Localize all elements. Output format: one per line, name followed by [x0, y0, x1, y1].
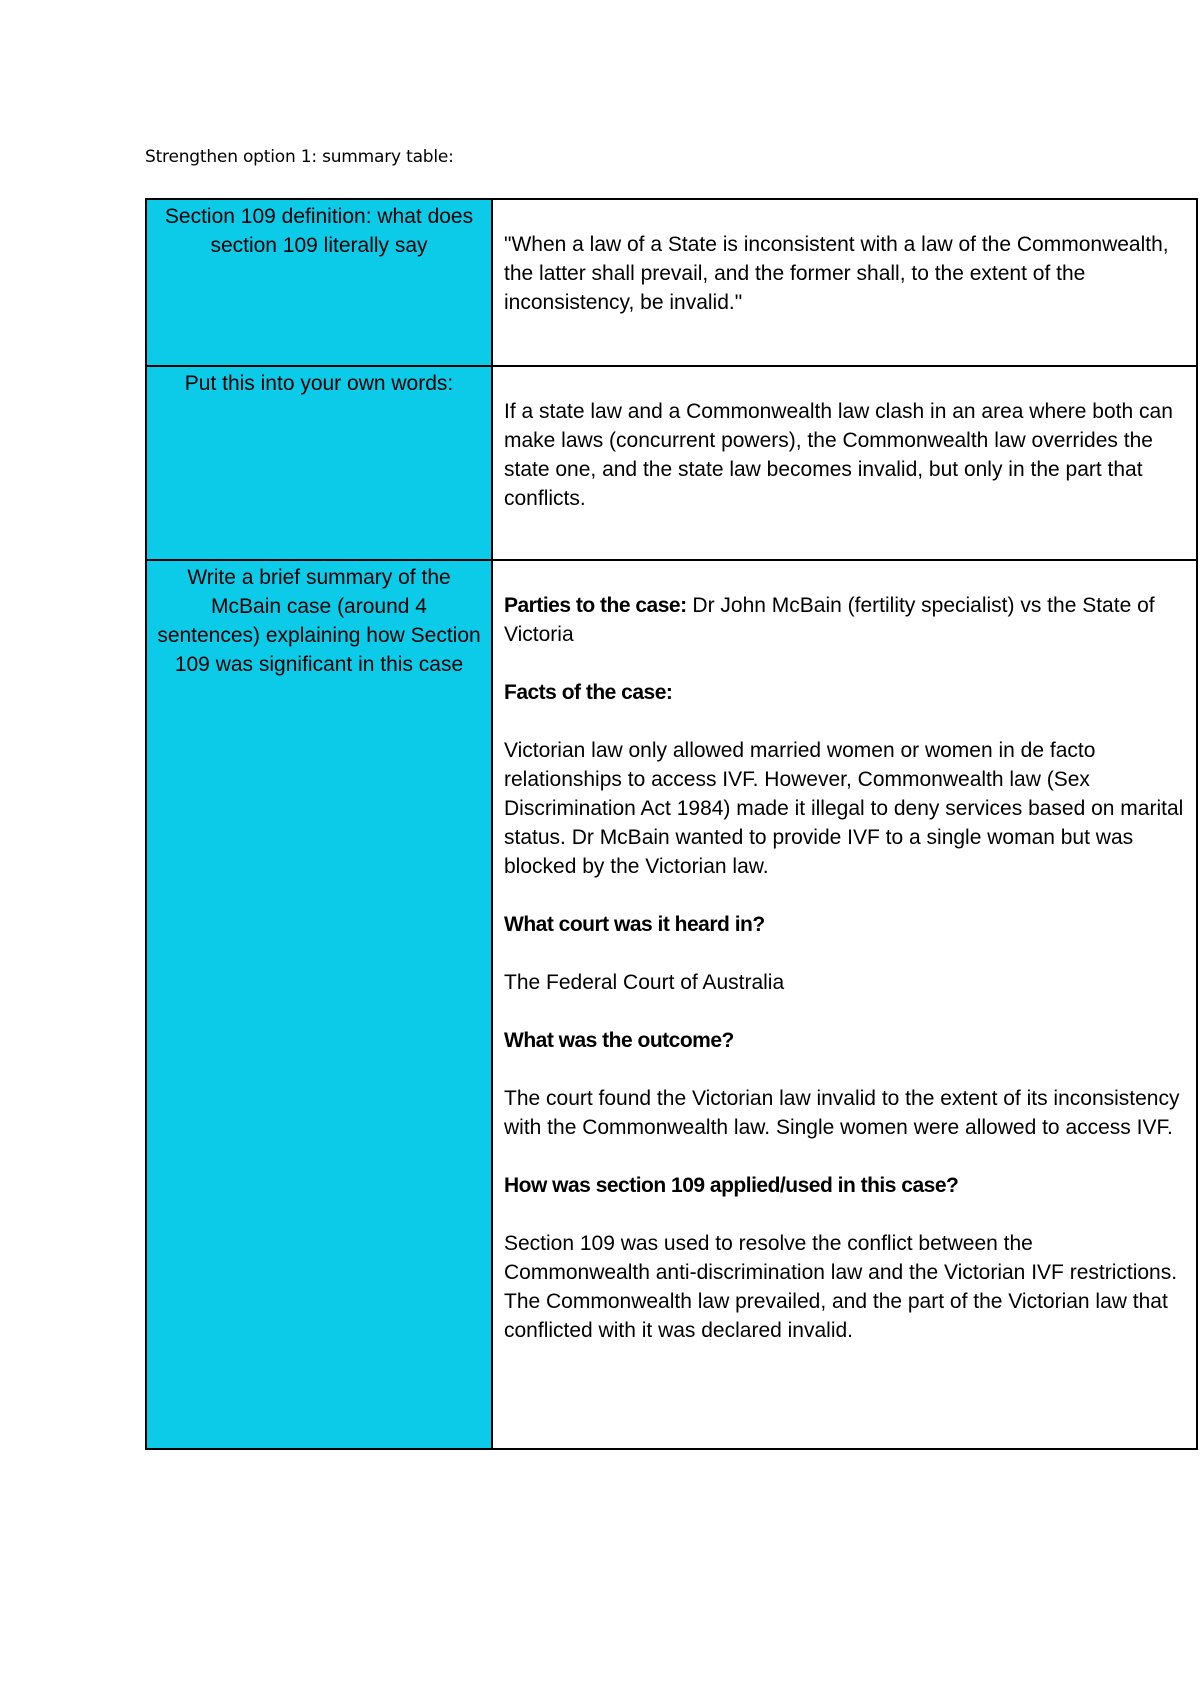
- parties-text: Dr John McBain (fertility specialist) vs the State of Victoria: [504, 594, 1155, 646]
- section-109-quote: "When a law of a State is inconsistent with a law of the Commonwealth, the latter shall prevail, and the former shall, to the extent of the inconsistency, be invalid.": [504, 233, 1169, 314]
- table-row: [146, 366, 1197, 560]
- section-109-definition-prompt: Section 109 definition: what does section 109 literally say: [146, 199, 492, 366]
- mcbain-summary-answer[interactable]: [492, 560, 1197, 1449]
- parties-label: Parties to the case:: [504, 594, 687, 617]
- own-words-answer[interactable]: [492, 366, 1197, 560]
- own-words-text: If a state law and a Commonwealth law clash in an area where both can make laws (concurrent powers), the Commonwealth law overrides the state one, and the state law becomes invalid, but only in the part that conflicts.: [504, 400, 1173, 510]
- page-heading: Strengthen option 1: summary table:: [145, 147, 454, 167]
- parties-paragraph: [504, 591, 1184, 649]
- table-row: [146, 560, 1197, 1449]
- outcome-text: The court found the Victorian law invalid to the extent of its inconsistency with the Commonwealth law. Single women were allowed to access IVF.: [504, 1087, 1180, 1139]
- summary-table: [145, 198, 1198, 1450]
- applied-label: How was section 109 applied/used in this case?: [504, 1174, 959, 1197]
- section-109-definition-answer[interactable]: [492, 199, 1197, 366]
- own-words-prompt: Put this into your own words:: [146, 366, 492, 560]
- table-row: [146, 199, 1197, 366]
- facts-label: Facts of the case:: [504, 681, 673, 704]
- mcbain-summary-prompt: Write a brief summary of the McBain case (around 4 sentences) explaining how Section 109 was significant in this case: [146, 560, 492, 1449]
- court-text: The Federal Court of Australia: [504, 971, 785, 994]
- outcome-label: What was the outcome?: [504, 1029, 734, 1052]
- applied-text: Section 109 was used to resolve the conflict between the Commonwealth anti-discrimination law and the Victorian IVF restrictions. The Commonwealth law prevailed, and the part of the Victorian law that conflicted with it was declared invalid.: [504, 1232, 1178, 1342]
- facts-text: Victorian law only allowed married women or women in de facto relationships to access IVF. However, Commonwealth law (Sex Discrimination Act 1984) made it illegal to deny services based on marital status. Dr McBain wanted to provide IVF to a single woman but was blocked by the Victorian law.: [504, 739, 1184, 878]
- court-label: What court was it heard in?: [504, 913, 765, 936]
